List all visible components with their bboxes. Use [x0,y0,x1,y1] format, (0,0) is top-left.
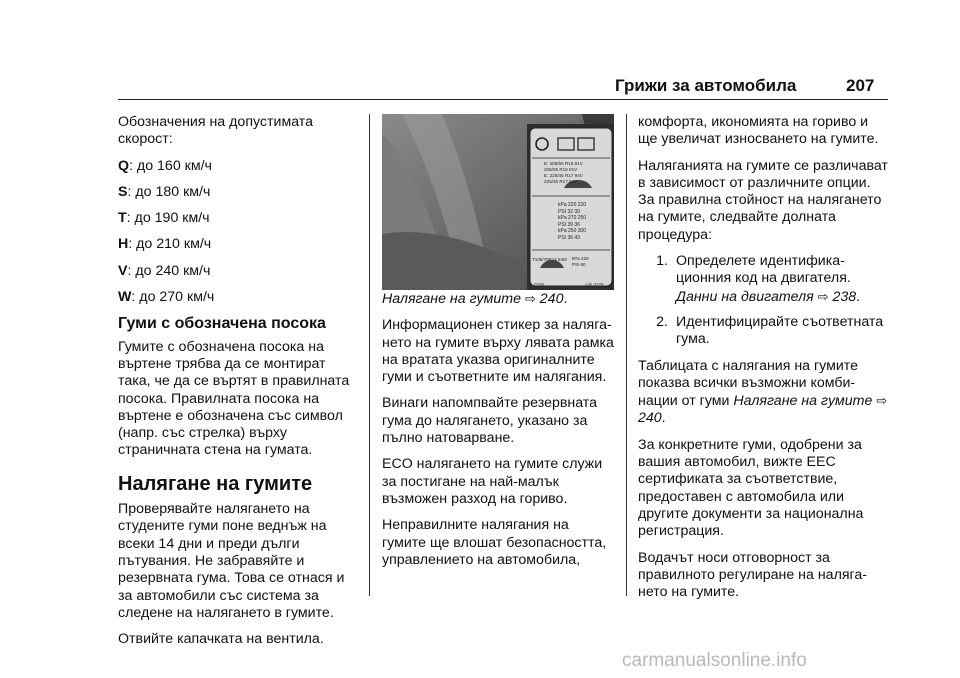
speed-item-t: T: до 190 км/ч [118,210,210,227]
paragraph-spare-tyre: Винаги напомпвайте резервната гума до налягането, указано за пълно натоварване. [382,395,598,447]
page-reference-link[interactable]: 240 [539,291,564,307]
speed-item-s: S: до 180 км/ч [118,183,211,200]
sticker-tyre-row: E: 225/45 R17 94V [544,173,583,178]
sticker-spare-spec: T105/70R14 84M [532,257,567,262]
paragraph-eco-pressure: ECO налягането на гумите служи за постигане на най-малък възможен разход на гориво. [382,456,603,507]
paragraph-driver-responsibility: Водачът носи отговорност за правилното регулиране на налягането на гумите. [638,549,868,601]
procedure-step: 1. Определете идентификационния код на двигателя. Данни на двигателя ⇨ 238. [656,253,861,305]
sticker-tyre-row: 205/55 R16 91V [544,167,578,172]
image-code-left: 0256 [534,282,545,287]
column-divider-right [626,114,627,596]
paragraph-comfort: комфорта, икономията на гориво и ще увеличат износването на гумите. [638,114,879,148]
paragraph-incorrect-pressure: Неправилните налягания на гумите ще влошат безопасността, управлението на автомобила, [382,517,607,568]
column-1 [118,114,358,657]
speed-item-v: V: до 240 км/ч [118,262,211,279]
watermark: carmanualsonline.info [622,650,807,671]
paragraph-check-pressure: Проверявайте налягането на студените гуми поне веднъж на всеки 14 дни и преди дълги пътувания. Не забравяйте и резервната гума. Това се отнася и за автомобили със система за следене на налягането в гумите. [118,501,345,621]
procedure-steps [638,253,888,348]
paragraph-valve-cap: Отвийте капачката на вентила. [118,631,324,648]
cross-reference-arrow-icon: ⇨ [524,291,536,306]
tyre-pressure-sticker-photo [382,114,614,290]
image-code-right: cde 0278 [585,282,604,287]
sticker-pressure-row: kPa 220 210 [558,202,587,208]
page-reference-link[interactable]: 238 [832,288,857,305]
cross-reference-arrow-icon: ⇨ [817,288,829,304]
sticker-pressure-row: PSI 36 43 [558,234,580,241]
procedure-step: 2. Идентифицирайте съответната гума. [656,313,884,348]
speed-intro: Обозначения на допустимата скорост: [118,114,314,148]
image-caption: Налягане на гумите ⇨ 240. [382,291,568,307]
paragraph-eec-certificate: За конкретните гуми, одобрени за вашия автомобил, вижте EEC сертификата за съответствие, предоставен с автомобила или другите документи за национална регистрация. [638,436,864,540]
tyre-pressure-link[interactable]: Налягане на гумите [733,393,873,410]
paragraph-pressure-table: Таблицата с налягания на гумите показва всички възможни комбинации от гуми Налягане на гумите ⇨ 240. [638,357,888,427]
speed-item-w: W: до 270 км/ч [118,289,215,306]
sticker-spare-pressure: PSI 60 [572,262,586,267]
speed-item-h: H: до 210 км/ч [118,236,212,253]
heading-tyre-pressure: Налягане на гумите [118,472,313,495]
sticker-spare-pressure: kPa 420 [572,256,589,261]
sticker-pressure-row: PSI 32 30 [558,208,580,215]
paragraph-sticker-info: Информационен стикер за налягането на гумите върху лявата рамка на вратата указва оригиналните гуми и съответните им налягания. [382,317,614,386]
page-reference-link[interactable]: 240 [638,410,662,427]
page-number: 207 [846,76,875,95]
column-3 [638,114,888,610]
paragraph-directional: Гумите с обозначена посока на въртене трябва да се монтират така, че да се въртят в правилната посока. Правилната посока на въртене е обозначена със символ (напр. със стрелка) върху страничната стена на гумата. [118,338,350,459]
sticker-pressure-row: PSI 39 36 [558,221,580,228]
sticker-tyre-row: E: 205/55 R16 91V [544,161,583,166]
page-section-title: Грижи за автомобила [615,76,797,95]
engine-data-link[interactable]: Данни на двигателя [676,288,814,305]
cross-reference-arrow-icon: ⇨ [876,393,888,409]
header-divider [118,99,888,100]
column-divider-left [369,114,370,596]
paragraph-pressure-differs: Наляганията на гумите се различават в зависимост от различните опции. За правилна стойност на налягането на гумите, следвайте долната процедура: [638,157,888,243]
sticker-pressure-row: kPa 250 300 [558,228,587,235]
speed-item-q: Q: до 160 км/ч [118,157,212,174]
sticker-pressure-row: kPa 270 250 [558,215,587,222]
column-2 [382,114,614,578]
heading-directional-tyres: Гуми с обозначена посока [118,315,326,333]
sticker-tyre-row: 225/45 R17 94V [544,179,578,184]
